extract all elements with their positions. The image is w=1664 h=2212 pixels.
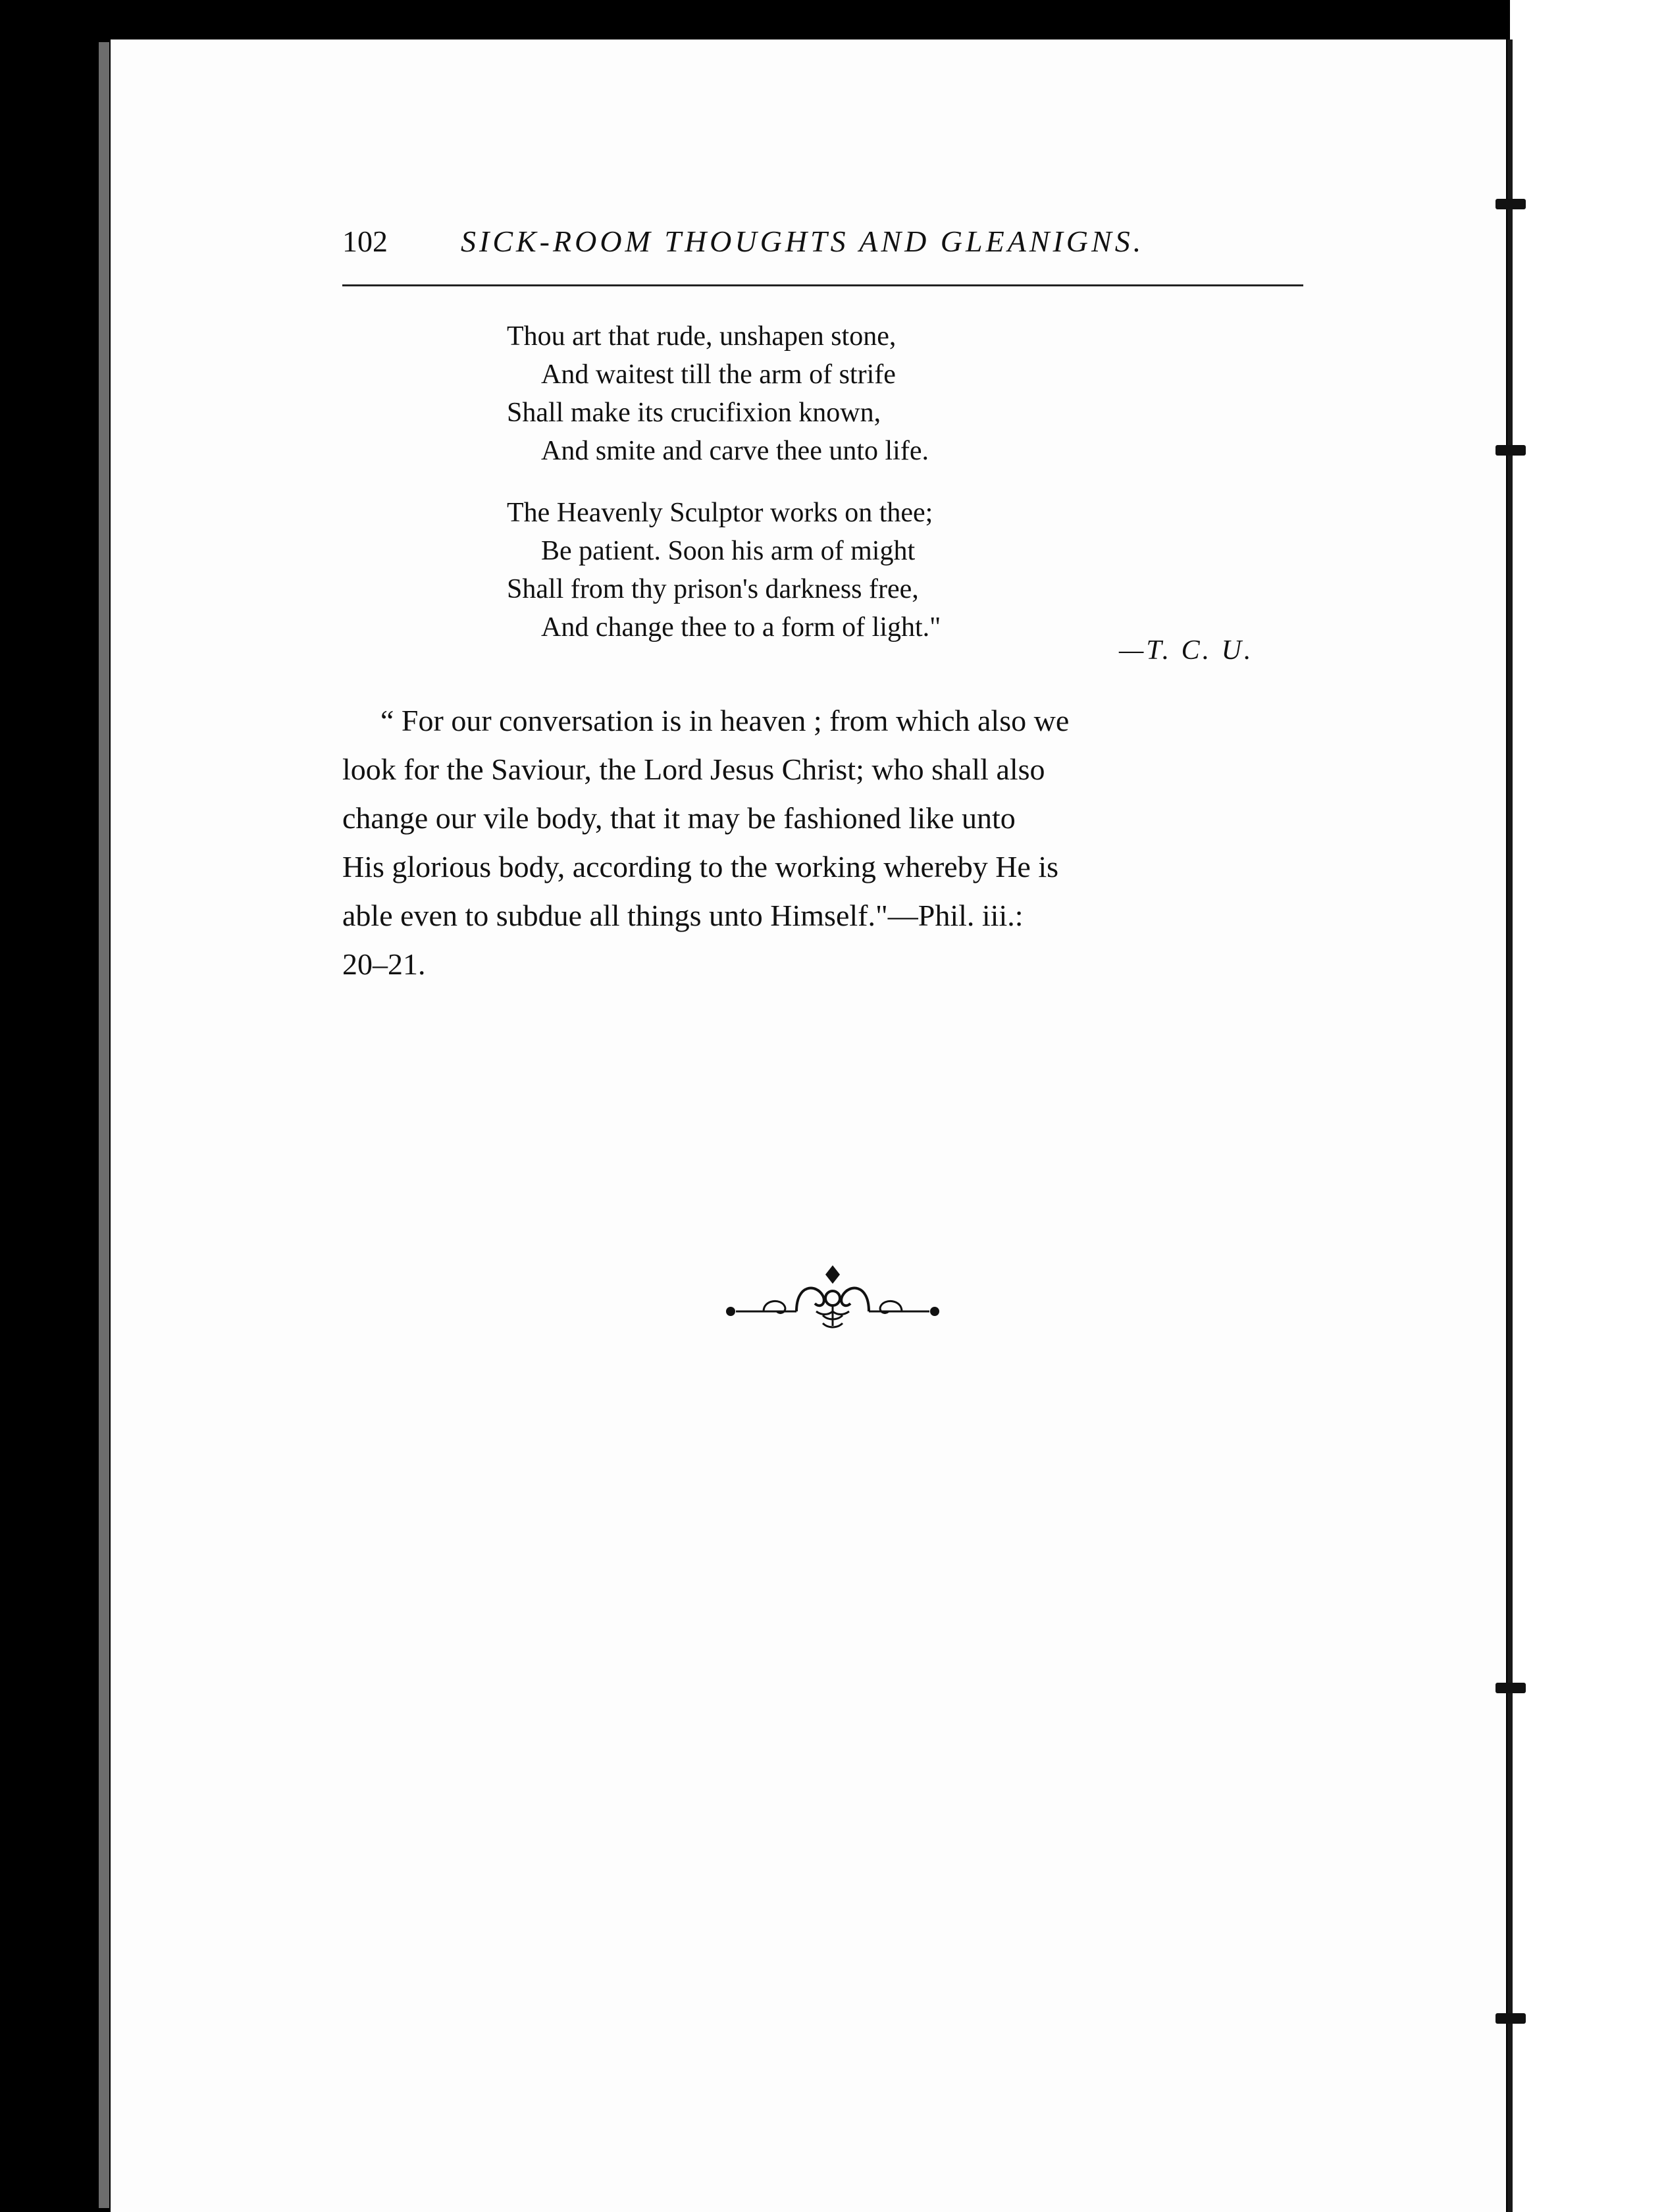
header-rule [342, 284, 1303, 286]
running-head [342, 224, 1303, 263]
binding-clip [1495, 445, 1526, 456]
poem-line: And smite and carve thee unto life. [541, 436, 929, 466]
scripture-paragraph [342, 697, 1310, 989]
poem-line: Thou art that rude, unshapen stone, [507, 321, 897, 352]
page-number: 102 [342, 224, 388, 258]
poem-stanza [507, 317, 929, 470]
book-left-edge [99, 42, 109, 2208]
paragraph-line: change our vile body, that it may be fashioned like unto [342, 801, 1016, 835]
poem-line: Be patient. Soon his arm of might [541, 536, 916, 566]
paragraph-line: able even to subdue all things unto Himself."—Phil. iii.: [342, 899, 1024, 932]
poem-stanza [507, 494, 941, 646]
paragraph-line: look for the Saviour, the Lord Jesus Christ; who shall also [342, 752, 1045, 786]
fleuron-icon [724, 1257, 941, 1330]
poem-line: Shall from thy prison's darkness free, [507, 574, 919, 604]
book-binding [1507, 40, 1513, 2212]
binding-clip [1495, 1683, 1526, 1693]
poem-line: And change thee to a form of light." [541, 612, 941, 643]
paragraph-line: 20–21. [342, 947, 426, 981]
running-title: SICK-ROOM THOUGHTS AND GLEANIGNS. [461, 224, 1145, 258]
facing-page-strip [1510, 0, 1664, 2212]
poem-attribution: —T. C. U. [1119, 635, 1254, 666]
binding-clip [1495, 199, 1526, 209]
poem-line: Shall make its crucifixion known, [507, 398, 881, 428]
paragraph-line: His glorious body, according to the working whereby He is [342, 850, 1059, 883]
poem-line: And waitest till the arm of strife [541, 359, 896, 390]
binding-clip [1495, 2013, 1526, 2024]
poem-line: The Heavenly Sculptor works on thee; [507, 498, 933, 528]
paragraph-line: “ For our conversation is in heaven ; from which also we [380, 704, 1070, 737]
